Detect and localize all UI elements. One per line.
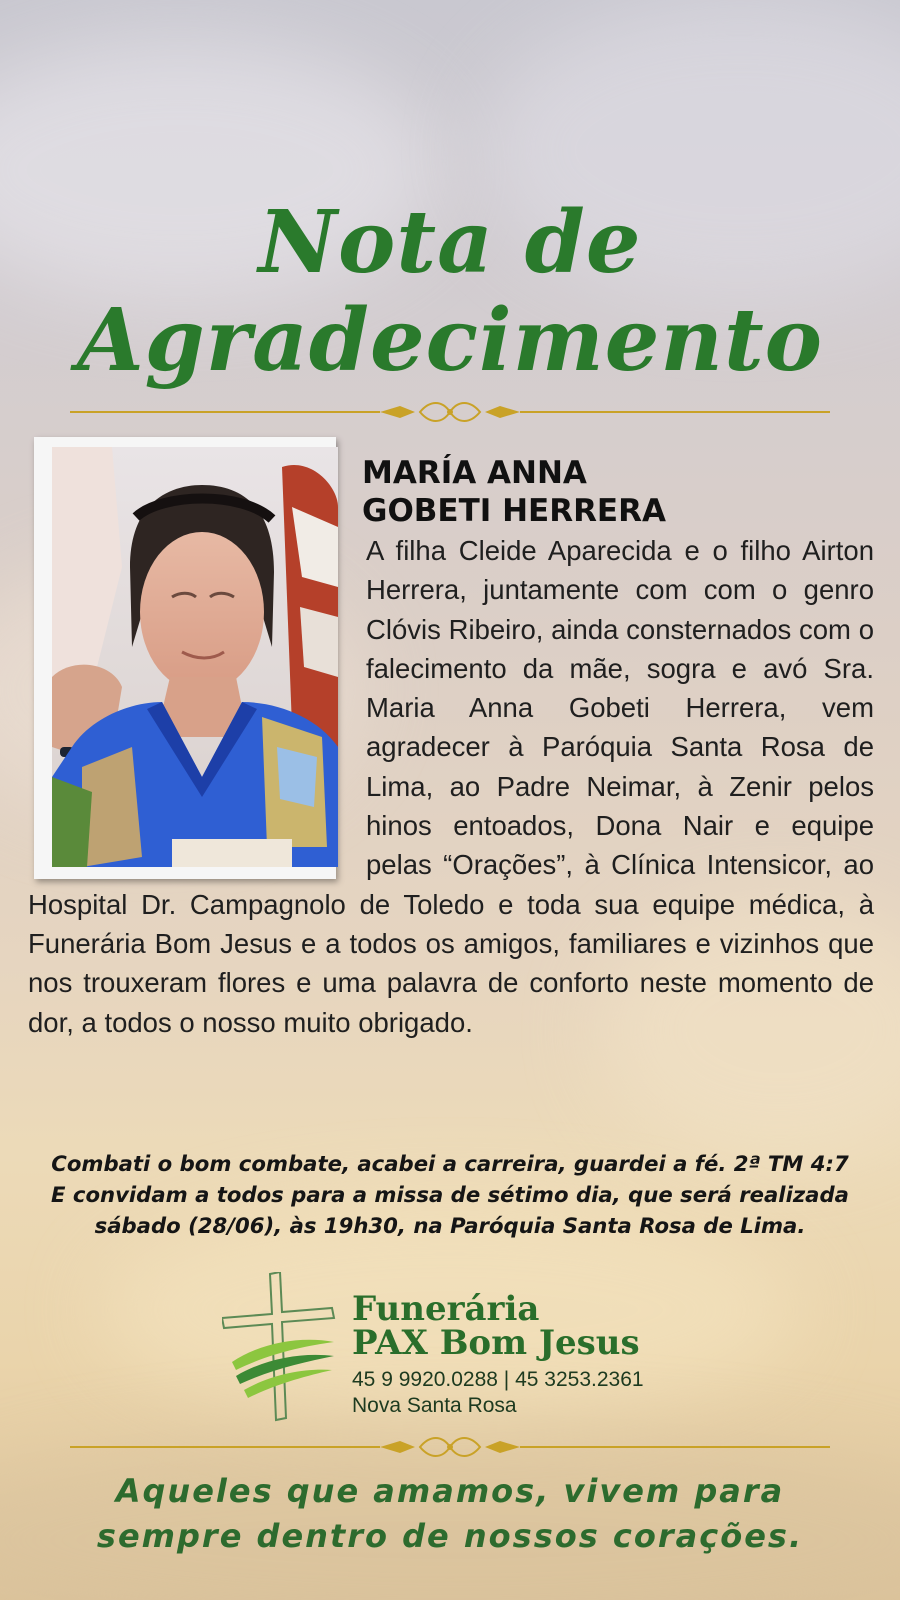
deceased-name-line-2: GOBETI HERRERA: [362, 493, 666, 529]
quote-line-3: sábado (28/06), às 19h30, na Paróquia Santa Rosa de Lima.: [94, 1213, 806, 1238]
funeral-home-city: Nova Santa Rosa: [352, 1394, 517, 1417]
deceased-name-line-1: MARÍA ANNA: [362, 455, 587, 491]
quote-line-2: E convidam a todos para a missa de sétimo dia, que será realizada: [51, 1182, 849, 1207]
message-text: A filha Cleide Aparecida e o filho Airton Herrera, juntamente com com o genro Clóvis Ribeiro, ainda consternados com o falecimento da mãe, sogra e avó Sra. Maria Anna Gobeti Herrera, vem agradecer à Paróquia Santa Rosa de Lima, ao Padre Neimar, à Zenir pelos hinos entoados, Dona Nair e equipe pelas “Orações”, à Clínica Intensicor, ao Hospital Dr. Campagnolo de Toledo e toda sua equipe médica, à Funerária Bom Jesus e a todos os amigos, familiares e vizinhos que nos trouxeram flores e uma palavra de conforto neste momento de dor, a todos o nosso muito obrigado.: [28, 535, 874, 1038]
closing-line-1: Aqueles que amamos, vivem para: [115, 1472, 785, 1510]
mass-invitation: [0, 1148, 900, 1241]
ornament-divider-bottom: [70, 1435, 830, 1459]
title-line-2: Agradecimento: [76, 290, 824, 391]
funeral-home-name-line-1: Funerária: [352, 1289, 540, 1329]
funeral-home-logo: [222, 1272, 682, 1422]
thank-you-message: [28, 531, 874, 1042]
closing-phrase: [0, 1469, 900, 1559]
funeral-home-name-line-2: PAX Bom Jesus: [352, 1323, 640, 1363]
quote-line-1: Combati o bom combate, acabei a carreira, guardei a fé. 2ª TM 4:7: [51, 1151, 849, 1176]
ornament-divider-top: [70, 400, 830, 424]
deceased-name: [362, 454, 666, 530]
cross-icon: [222, 1272, 337, 1422]
title-line-1: Nota de: [258, 192, 642, 293]
closing-line-2: sempre dentro de nossos corações.: [96, 1517, 804, 1555]
funeral-home-phones: 45 9 9920.0288 | 45 3253.2361: [352, 1368, 644, 1391]
